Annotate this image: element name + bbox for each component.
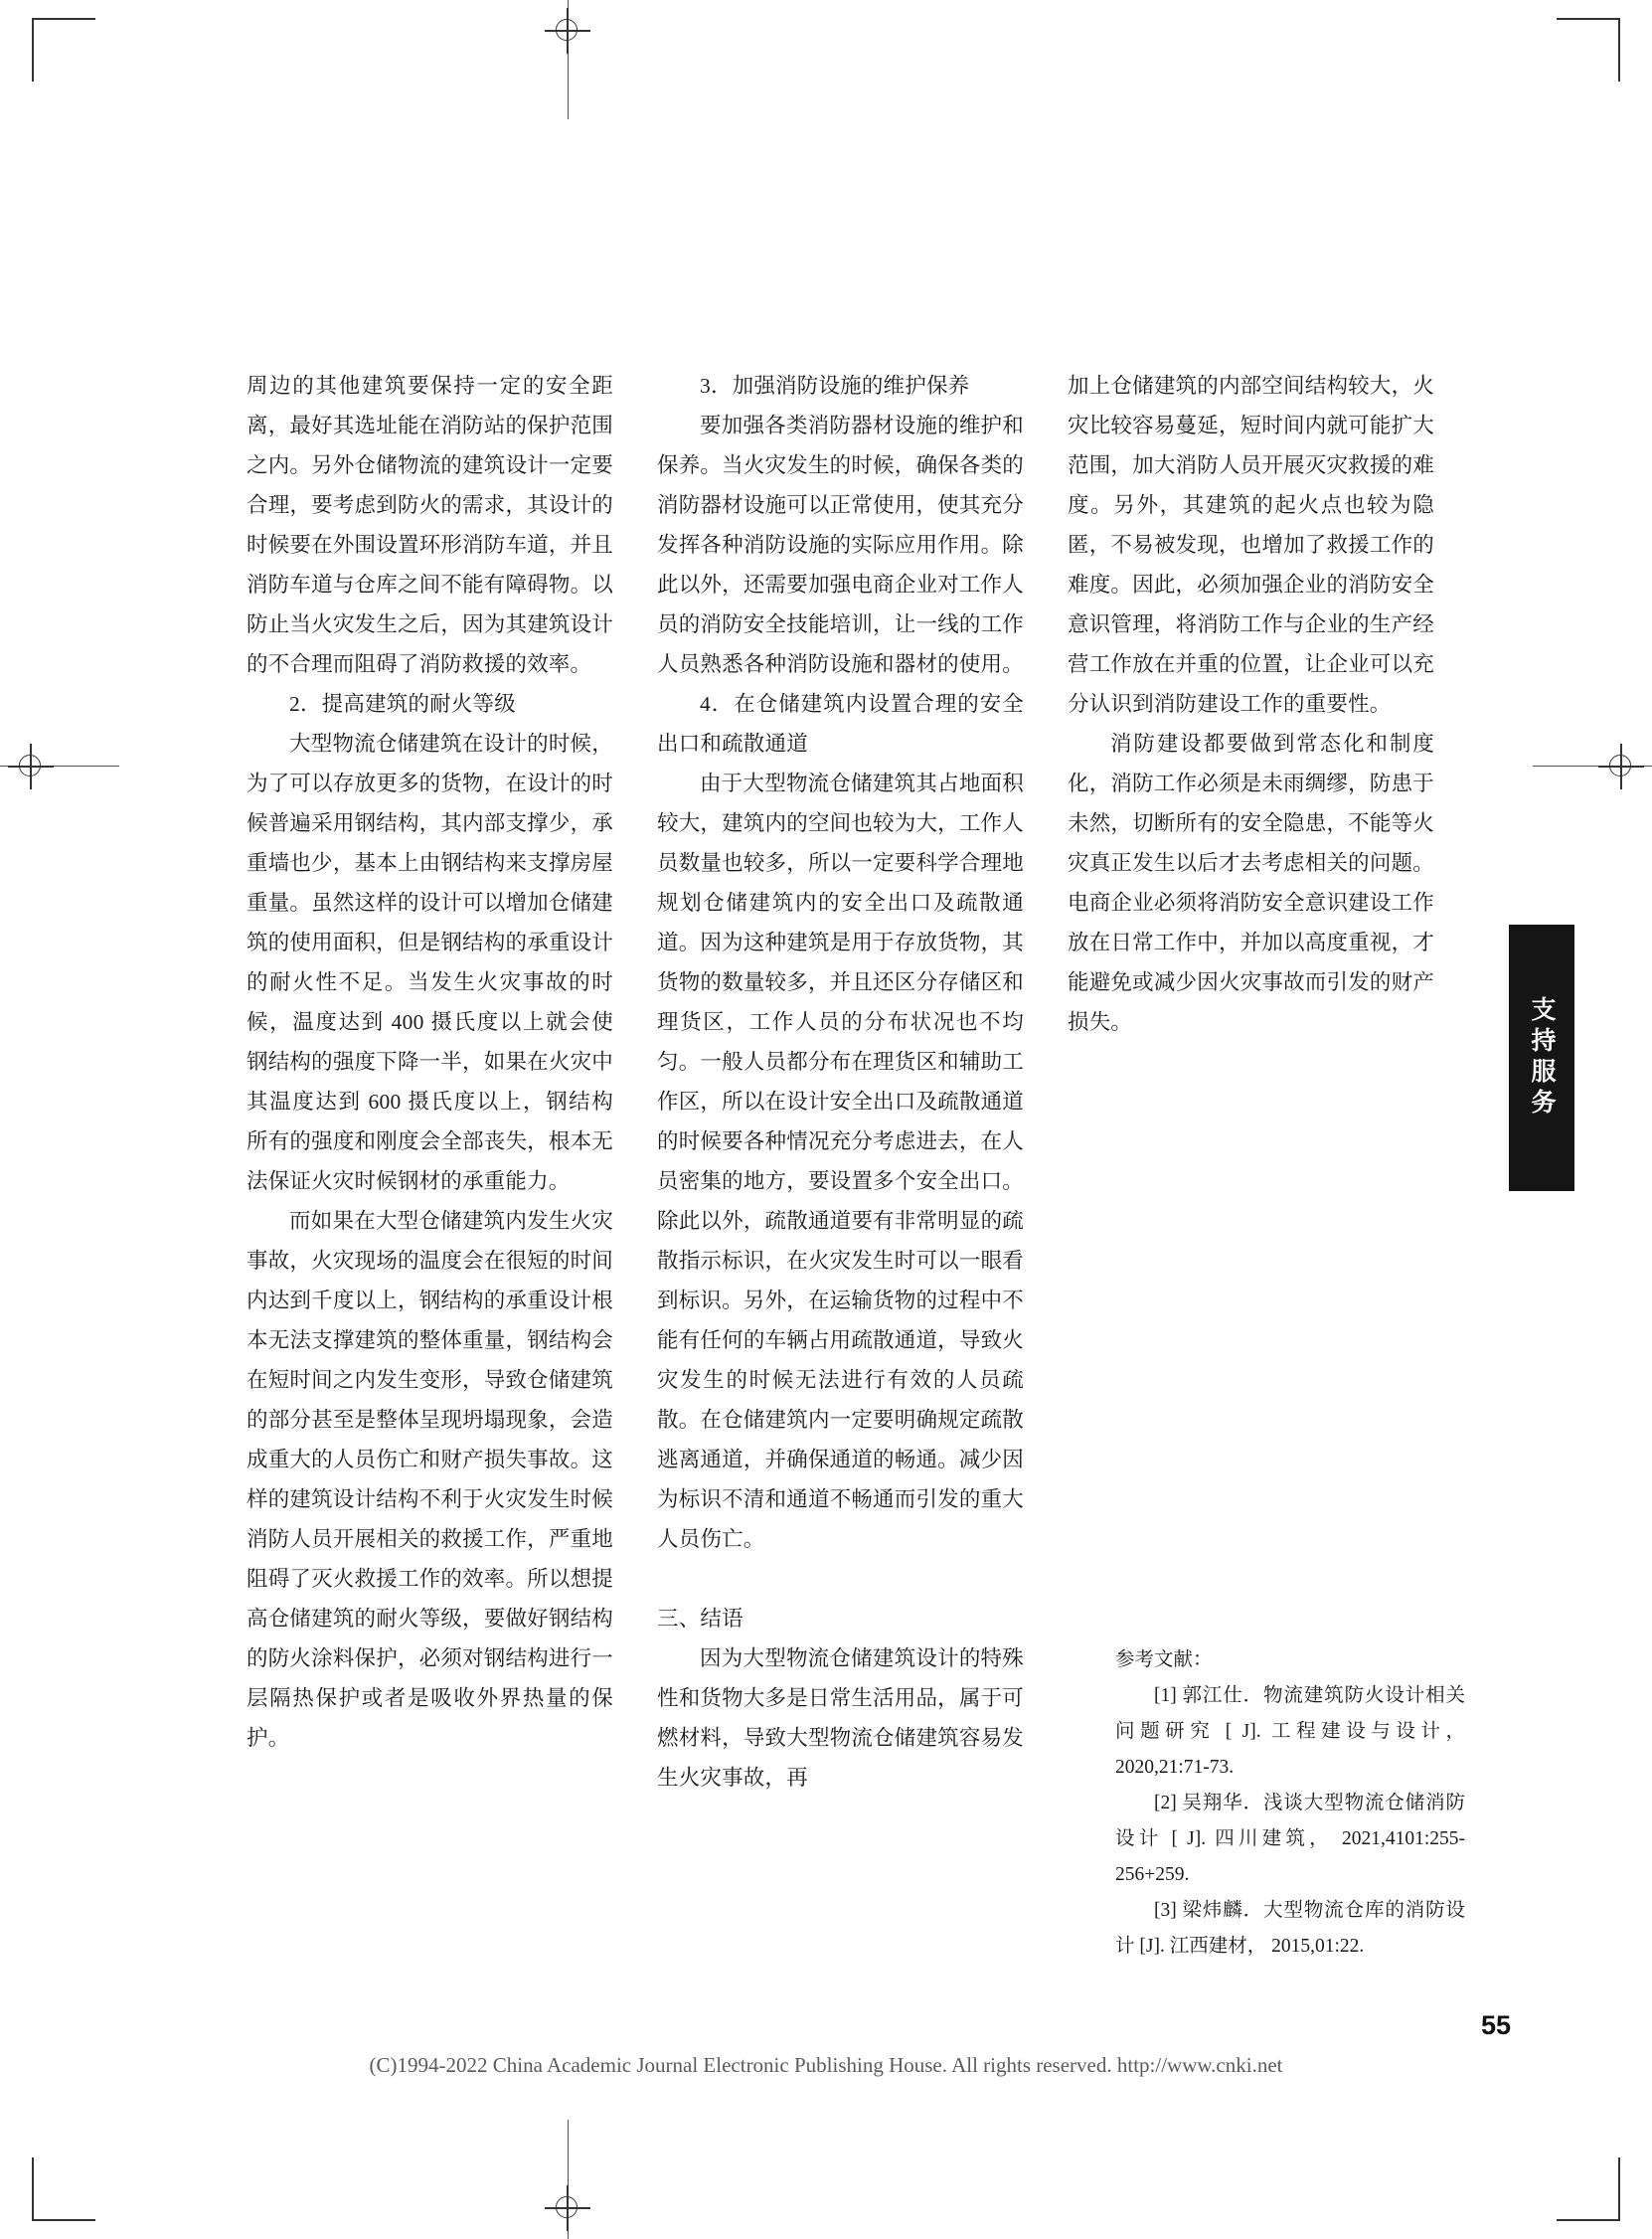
paragraph: 因为大型物流仓储建筑设计的特殊性和货物大多是日常生活用品，属于可燃材料，导致大型物流仓储建筑容易发生火灾事故，再 <box>657 1646 1024 1790</box>
references-title: 参考文献： <box>1115 1649 1213 1670</box>
section-side-tab <box>1509 925 1574 1191</box>
paragraph-heading: 3．加强消防设施的维护保养 <box>700 374 970 398</box>
paragraph: 而如果在大型仓储建筑内发生火灾事故，火灾现场的温度会在很短的时间内达到千度以上，钢结构的承重设计根本无法支撑建筑的整体重量，钢结构会在短时间之内发生变形，导致仓储建筑的部分甚至是整体呈现坍塌现象，会造成重大的人员伤亡和财产损失事故。这样的建筑设计结构不利于火灾发生时候消防人员开展相关的救援工作，严重地阻碍了灭火救援工作的效率。所以想提高仓储建筑的耐火等级，要做好钢结构的防火涂料保护，必须对钢结构进行一层隔热保护或者是吸收外界热量的保护。 <box>247 1209 613 1750</box>
paragraph: 加上仓储建筑的内部空间结构较大，火灾比较容易蔓延，短时间内就可能扩大范围，加大消防人员开展灭灾救援的难度。另外，其建筑的起火点也较为隐匿，不易被发现，也增加了救援工作的难度。因此，必须加强企业的消防安全意识管理，将消防工作与企业的生产经营工作放在并重的位置，让企业可以充分认识到消防建设工作的重要性。 <box>1068 374 1434 716</box>
crop-mark-bottom-right <box>1557 2157 1620 2221</box>
registration-mark-left-icon <box>8 744 54 789</box>
crop-mark-top-right <box>1557 18 1620 82</box>
paragraph: 周边的其他建筑要保持一定的安全距离，最好其选址能在消防站的保护范围之内。另外仓储物流的建筑设计一定要合理，要考虑到防火的需求，其设计的时候要在外围设置环形消防车道，并且消防车道与仓库之间不能有障碍物。以防止当火灾发生之后，因为其建筑设计的不合理而阻碍了消防救援的效率。 <box>247 374 613 676</box>
crop-mark-top-left <box>32 18 95 82</box>
crop-mark-bottom-left <box>32 2157 95 2221</box>
references-block <box>1115 1642 1465 1965</box>
paragraph-heading: 2．提高建筑的耐火等级 <box>289 692 516 716</box>
paragraph: 由于大型物流仓储建筑其占地面积较大，建筑内的空间也较为大，工作人员数量也较多，所以一定要科学合理地规划仓储建筑内的安全出口及疏散通道。因为这种建筑是用于存放货物，其货物的数量较多，并且还区分存储区和理货区，工作人员的分布状况也不均匀。一般人员都分布在理货区和辅助工作区，所以在设计安全出口及疏散通道的时候要各种情况充分考虑进去，在人员密集的地方，要设置多个安全出口。除此以外，疏散通道要有非常明显的疏散指示标识，在火灾发生时可以一眼看到标识。另外，在运输货物的过程中不能有任何的车辆占用疏散通道，导致火灾发生的时候无法进行有效的人员疏散。在仓储建筑内一定要明确规定疏散逃离通道，并确保通道的畅通。减少因为标识不清和通道不畅通而引发的重大人员伤亡。 <box>657 772 1024 1551</box>
reference-item: [3] 梁炜麟．大型物流仓库的消防设计 [J]. 江西建材， 2015,01:22. <box>1115 1900 1465 1957</box>
text-column-2 <box>657 366 1024 1798</box>
section-heading: 三、结语 <box>657 1607 743 1631</box>
paragraph-heading: 4．在仓储建筑内设置合理的安全出口和疏散通道 <box>657 692 1024 756</box>
page-number: 55 <box>1480 2010 1511 2040</box>
text-column-1 <box>247 366 613 1798</box>
registration-mark-top-icon <box>545 8 590 54</box>
paragraph: 大型物流仓储建筑在设计的时候，为了可以存放更多的货物，在设计的时候普遍采用钢结构，其内部支撑少，承重墙也少，基本上由钢结构来支撑房屋重量。虽然这样的设计可以增加仓储建筑的使用面积，但是钢结构的承重设计的耐火性不足。当发生火灾事故的时候，温度达到 400 摄氏度以上就会使钢结构的强度下降一半，如果在火灾中其温度达到 600 摄氏度以上，钢结构所有的强度和刚度会全部丧失，根本无法保证火灾时候钢材的承重能力。 <box>247 732 613 1193</box>
section-side-tab-label: 支持服务 <box>1528 996 1556 1120</box>
registration-mark-bottom-icon <box>545 2185 590 2231</box>
paragraph: 要加强各类消防器材设施的维护和保养。当火灾发生的时候，确保各类的消防器材设施可以正常使用，使其充分发挥各种消防设施的实际应用作用。除此以外，还需要加强电商企业对工作人员的消防安全技能培训，让一线的工作人员熟悉各种消防设施和器材的使用。 <box>657 414 1024 676</box>
copyright-footer: (C)1994-2022 China Academic Journal Electronic Publishing House. All rights reserved. http://www.cnki.net <box>369 2053 1283 2077</box>
text-column-3 <box>1068 366 1434 1798</box>
reference-item: [2] 吴翔华．浅谈大型物流仓储消防设计 [ J]. 四川建筑， 2021,4101:255-256+259. <box>1115 1793 1465 1885</box>
paragraph: 消防建设都要做到常态化和制度化，消防工作必须是未雨绸缪，防患于未然，切断所有的安全隐患，不能等火灾真正发生以后才去考虑相关的问题。电商企业必须将消防安全意识建设工作放在日常工作中，并加以高度重视，才能避免或减少因火灾事故而引发的财产损失。 <box>1068 732 1434 1034</box>
registration-mark-right-icon <box>1598 744 1644 789</box>
article-body <box>247 366 1435 1798</box>
reference-item: [1] 郭江仕．物流建筑防火设计相关问题研究 [ J]. 工程建设与设计，2020,21:71-73. <box>1115 1685 1465 1778</box>
